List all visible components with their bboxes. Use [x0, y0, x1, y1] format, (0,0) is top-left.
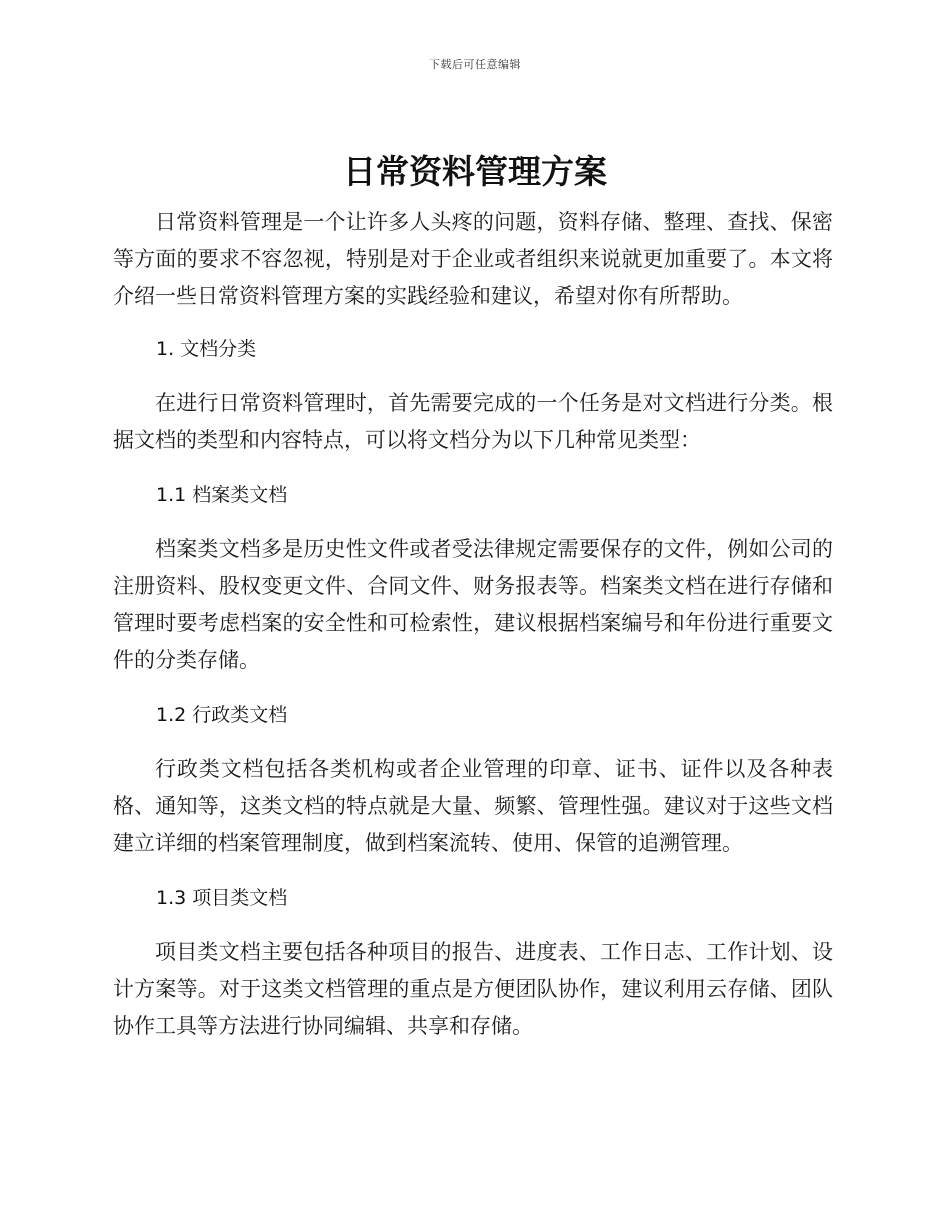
intro-paragraph: 日常资料管理是一个让许多人头疼的问题，资料存储、整理、查找、保密等方面的要求不容忽视，特别是对于企业或者组织来说就更加重要了。本文将介绍一些日常资料管理方案的实践经验和建议，希望对你有所帮助。: [113, 210, 833, 308]
section-paragraph-project-documents: 项目类文档主要包括各种项目的报告、进度表、工作日志、工作计划、设计方案等。对于这类文档管理的重点是方便团队协作，建议利用云存储、团队协作工具等方法进行协同编辑、共享和存储。: [113, 940, 833, 1038]
section-heading-document-classification: 1. 文档分类: [156, 338, 257, 360]
section-heading-archive-documents: 1.1 档案类文档: [156, 484, 288, 506]
page-header-note: 下载后可任意编辑: [429, 58, 521, 71]
section-paragraph-archive-documents: 档案类文档多是历史性文件或者受法律规定需要保存的文件，例如公司的注册资料、股权变更文件、合同文件、财务报表等。档案类文档在进行存储和管理时要考虑档案的安全性和可检索性，建议根据档案编号和年份进行重要文件的分类存储。: [113, 537, 833, 672]
section-heading-administrative-documents: 1.2 行政类文档: [156, 704, 288, 726]
section-paragraph-document-classification: 在进行日常资料管理时，首先需要完成的一个任务是对文档进行分类。根据文档的类型和内容特点，可以将文档分为以下几种常见类型：: [113, 391, 833, 452]
document-body: [113, 200, 833, 1045]
document-title: 日常资料管理方案: [343, 152, 607, 191]
section-paragraph-administrative-documents: 行政类文档包括各类机构或者企业管理的印章、证书、证件以及各种表格、通知等，这类文档的特点就是大量、频繁、管理性强。建议对于这些文档建立详细的档案管理制度，做到档案流转、使用、保管的追溯管理。: [113, 757, 833, 855]
section-heading-project-documents: 1.3 项目类文档: [156, 887, 288, 909]
